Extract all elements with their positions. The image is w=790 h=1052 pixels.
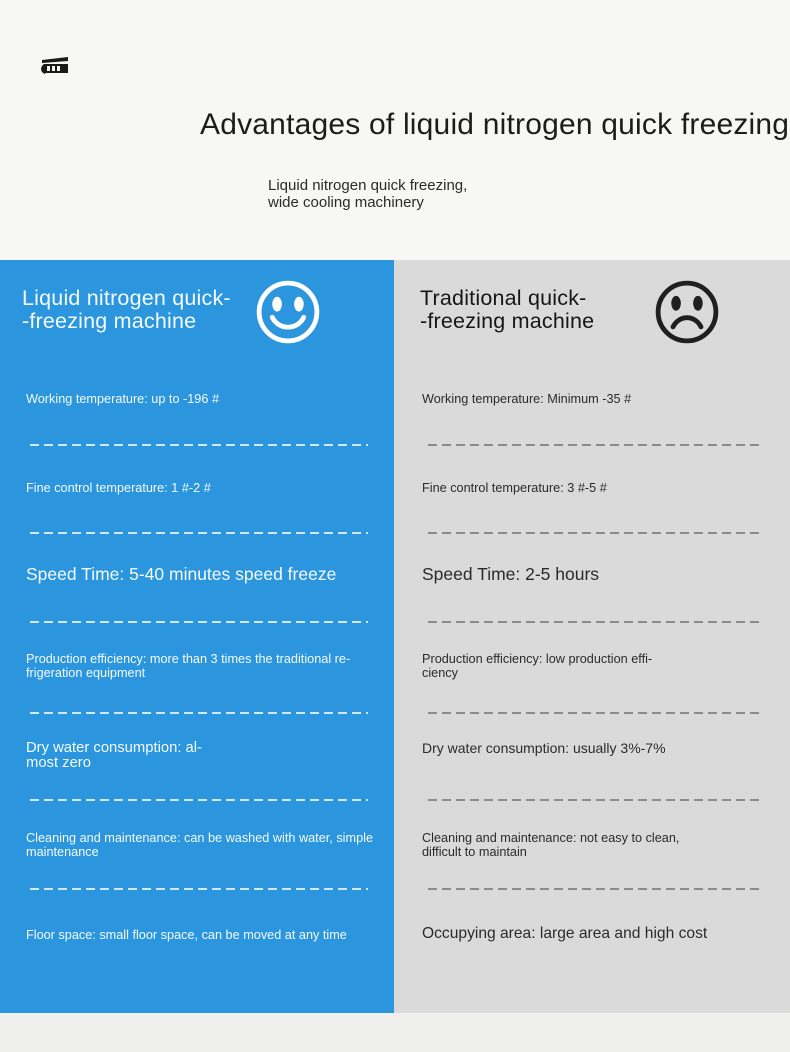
left-row-speed-time: Speed Time: 5-40 minutes speed freeze <box>26 564 337 584</box>
sad-face-icon <box>652 277 722 347</box>
dashed-divider <box>428 888 764 890</box>
dashed-divider <box>30 532 368 534</box>
subtitle-line-2: wide cooling machinery <box>268 194 424 211</box>
right-column-title-line-1: Traditional quick- <box>420 286 587 310</box>
right-row-dry-water-consumption: Dry water consumption: usually 3%-7% <box>422 740 666 756</box>
dashed-divider <box>30 712 368 714</box>
dashed-divider <box>30 888 368 890</box>
dashed-divider <box>428 621 764 623</box>
right-row-cleaning-maintenance: Cleaning and maintenance: not easy to clean, difficult to maintain <box>422 831 680 860</box>
right-row-production-efficiency: Production efficiency: low production effi- ciency <box>422 652 653 681</box>
dashed-divider <box>428 799 764 801</box>
page-subtitle <box>268 177 467 211</box>
right-column-title-line-2: -freezing machine <box>420 308 595 333</box>
right-row-occupying-area: Occupying area: large area and high cost <box>422 925 708 942</box>
right-column-title <box>420 287 594 332</box>
dashed-divider <box>428 532 764 534</box>
dashed-divider <box>428 712 764 714</box>
company-logo <box>38 52 72 78</box>
left-row-production-efficiency: Production efficiency: more than 3 times the traditional re- frigeration equipment <box>26 652 351 681</box>
left-row-dry-water-consumption: Dry water consumption: al- most zero <box>26 740 202 771</box>
dashed-divider <box>30 444 368 446</box>
comparison-columns <box>0 260 790 1013</box>
liquid-nitrogen-column <box>0 260 394 1013</box>
subtitle-line-1: Liquid nitrogen quick freezing, <box>268 177 468 194</box>
smiley-face-icon <box>253 277 323 347</box>
left-row-fine-control-temperature: Fine control temperature: 1 #-2 # <box>26 481 211 495</box>
left-column-title-line-2: -freezing machine <box>22 308 197 333</box>
traditional-column <box>394 260 790 1013</box>
left-row-floor-space: Floor space: small floor space, can be moved at any time <box>26 928 347 942</box>
right-row-fine-control-temperature: Fine control temperature: 3 #-5 # <box>422 481 607 495</box>
left-column-title <box>22 287 231 332</box>
left-column-title-line-1: Liquid nitrogen quick- <box>22 286 231 310</box>
footer-strip <box>0 1013 790 1052</box>
dashed-divider <box>428 444 764 446</box>
right-row-working-temperature: Working temperature: Minimum -35 # <box>422 392 632 406</box>
left-row-cleaning-maintenance: Cleaning and maintenance: can be washed with water, simple maintenance <box>26 831 373 860</box>
dashed-divider <box>30 621 368 623</box>
company-logo-icon <box>38 52 72 78</box>
right-row-speed-time: Speed Time: 2-5 hours <box>422 564 600 584</box>
dashed-divider <box>30 799 368 801</box>
page-title: Advantages of liquid nitrogen quick freezing <box>200 108 790 141</box>
left-row-working-temperature: Working temperature: up to -196 # <box>26 392 220 406</box>
